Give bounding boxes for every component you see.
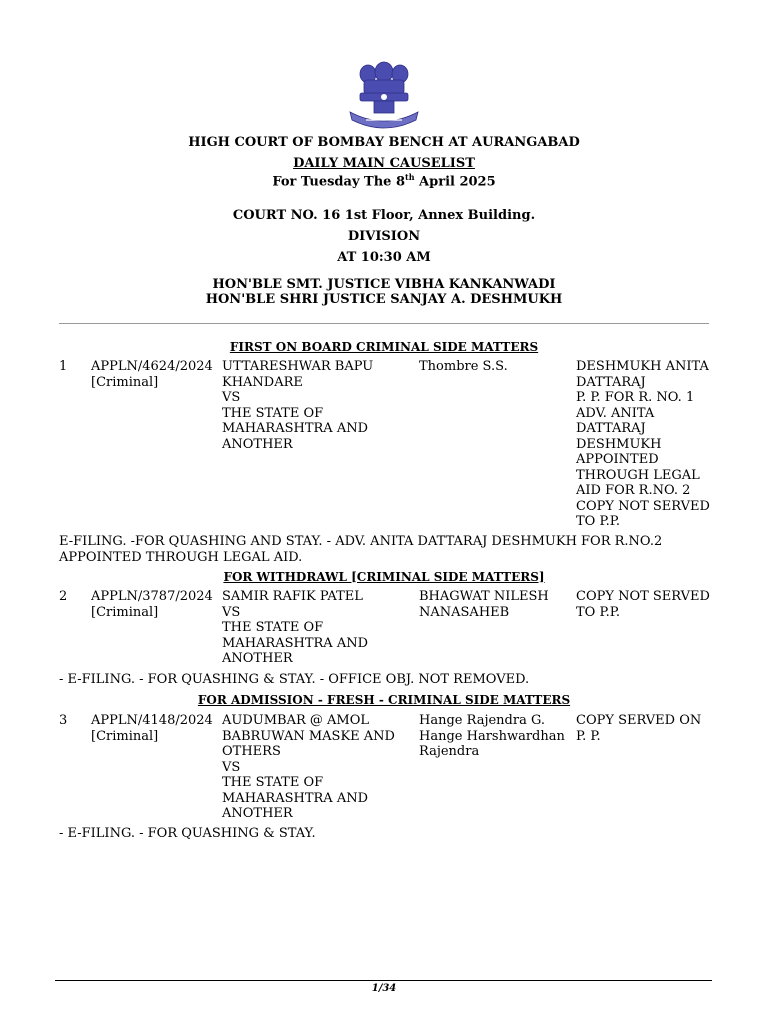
list-title: DAILY MAIN CAUSELIST — [293, 156, 475, 171]
case-parties: UTTARESHWAR BAPU KHANDARE VS THE STATE OF MAHARASHTRA AND ANOTHER — [222, 359, 374, 452]
judge-name-2: HON'BLE SHRI JUSTICE SANJAY A. DESHMUKH — [205, 292, 563, 307]
case-remarks: E-FILING. -FOR QUASHING AND STAY. - ADV. ANITA DATTARAJ DESHMUKH FOR R.NO.2 APPOINTED THROUGH LEGAL AID. — [59, 534, 663, 565]
sitting-time: AT 10:30 AM — [337, 250, 431, 265]
case-number: APPLN/4624/2024 [Criminal] — [91, 359, 213, 390]
division-label: DIVISION — [347, 229, 421, 244]
case-serial: 1 — [59, 359, 68, 374]
state-emblem-icon — [344, 60, 424, 132]
case-number: APPLN/4148/2024 [Criminal] — [91, 713, 213, 744]
case-number: APPLN/3787/2024 [Criminal] — [91, 589, 213, 620]
footer-divider — [55, 980, 712, 981]
case-serial: 3 — [59, 713, 68, 728]
section-title: FOR ADMISSION - FRESH - CRIMINAL SIDE MATTERS — [197, 693, 571, 707]
respondent-advocate: COPY NOT SERVED TO P.P. — [576, 589, 710, 620]
judge-name-1: HON'BLE SMT. JUSTICE VIBHA KANKANWADI — [212, 277, 556, 292]
case-remarks: - E-FILING. - FOR QUASHING & STAY. — [59, 826, 316, 841]
petitioner-advocate: BHAGWAT NILESH NANASAHEB — [419, 589, 549, 620]
case-parties: SAMIR RAFIK PATEL VS THE STATE OF MAHARASHTRA AND ANOTHER — [222, 589, 369, 666]
case-parties: AUDUMBAR @ AMOL BABRUWAN MASKE AND OTHERS VS THE STATE OF MAHARASHTRA AND ANOTHER — [222, 713, 395, 821]
petitioner-advocate: Hange Rajendra G. Hange Harshwardhan Rajendra — [419, 713, 565, 759]
case-remarks: - E-FILING. - FOR QUASHING & STAY. - OFFICE OBJ. NOT REMOVED. — [59, 672, 530, 687]
court-name: HIGH COURT OF BOMBAY BENCH AT AURANGABAD — [188, 135, 580, 150]
respondent-advocate: DESHMUKH ANITA DATTARAJ P. P. FOR R. NO. 1 ADV. ANITA DATTARAJ DESHMUKH APPOINTED THROUGH LEGAL AID FOR R.NO. 2 COPY NOT SERVED TO P.P. — [576, 359, 710, 529]
header-divider — [59, 323, 709, 324]
respondent-advocate: COPY SERVED ON P. P. — [576, 713, 702, 744]
section-title: FIRST ON BOARD CRIMINAL SIDE MATTERS — [229, 340, 539, 354]
petitioner-advocate: Thombre S.S. — [419, 359, 508, 374]
list-date: For Tuesday The 8th April 2025 — [272, 172, 496, 190]
case-serial: 2 — [59, 589, 68, 604]
section-title: FOR WITHDRAWL [CRIMINAL SIDE MATTERS] — [223, 570, 545, 584]
court-number: COURT NO. 16 1st Floor, Annex Building. — [232, 208, 536, 223]
page-number: 1/34 — [371, 983, 397, 994]
